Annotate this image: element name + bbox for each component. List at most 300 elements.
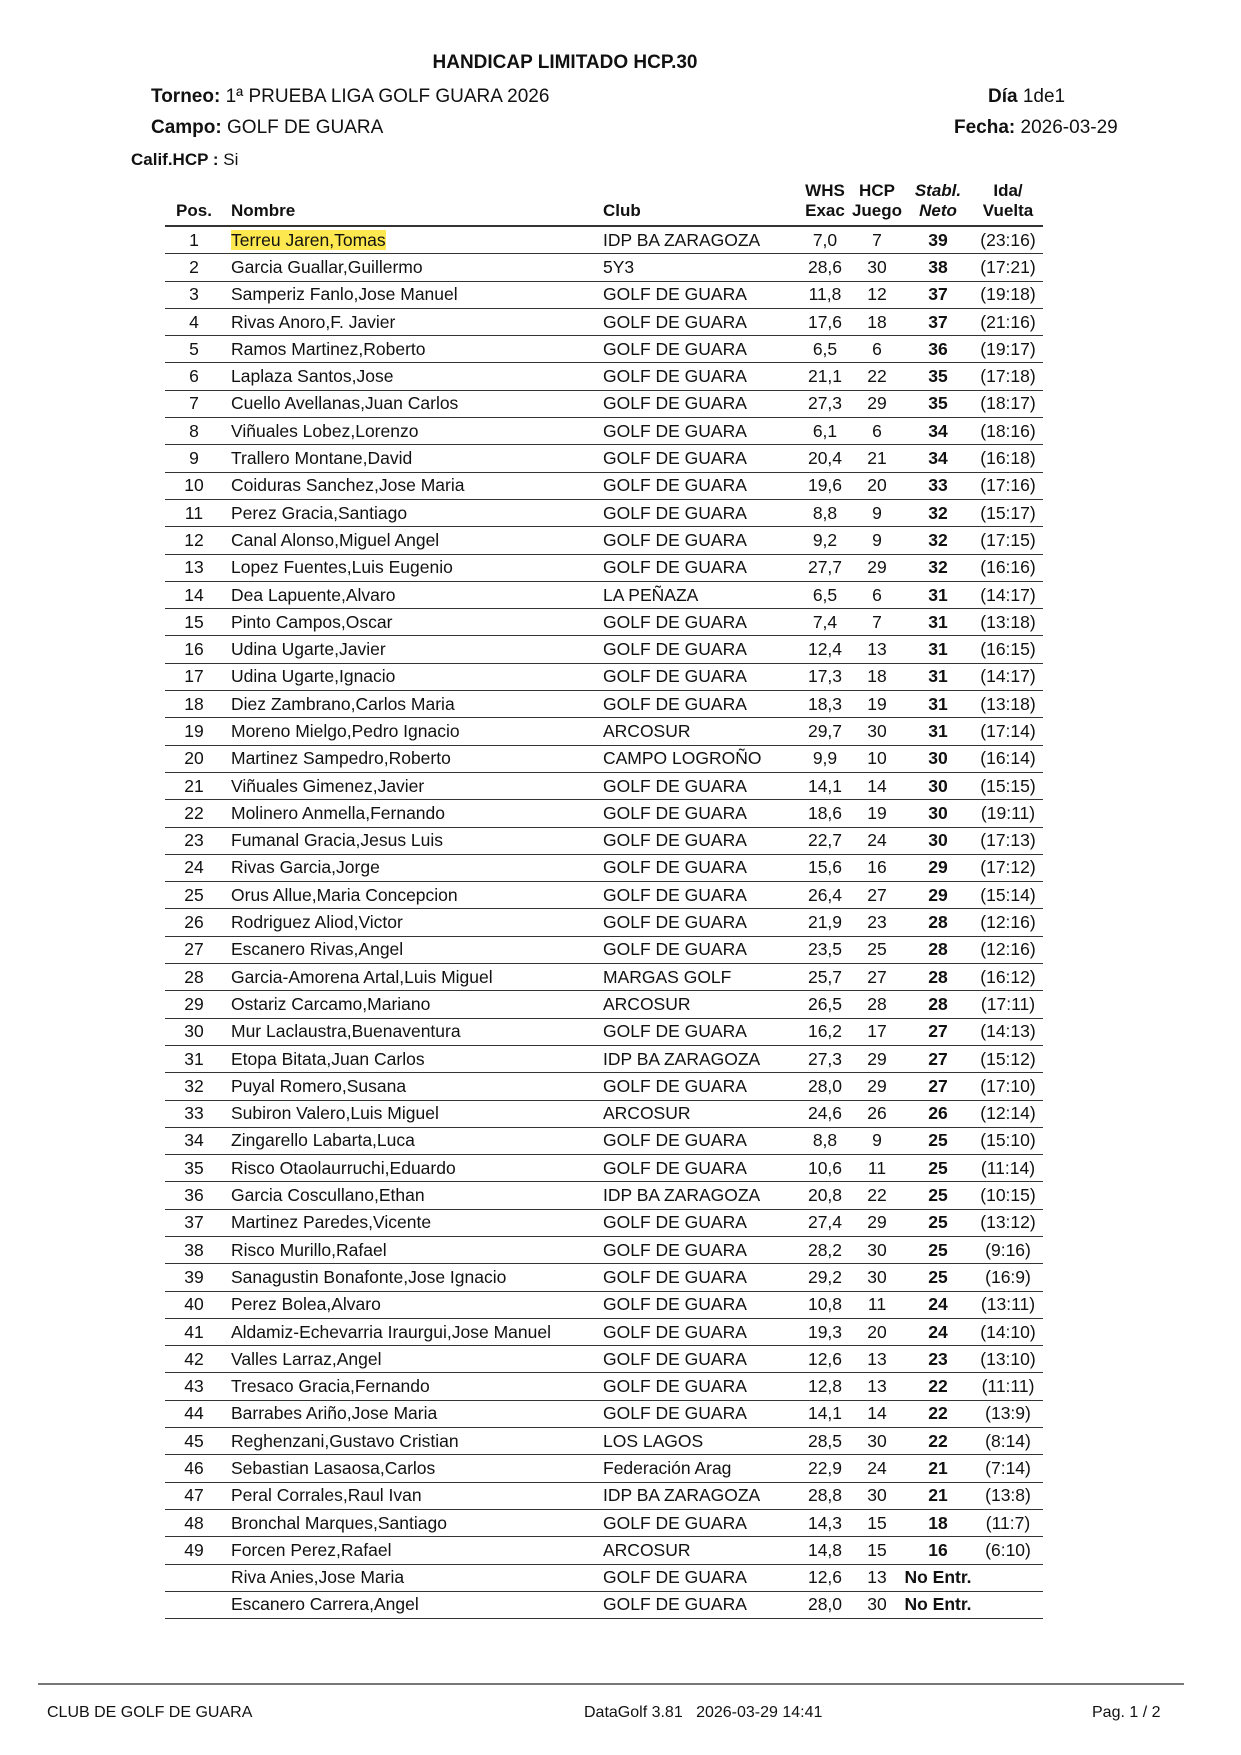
ida-vuelta-cell: (13:8) — [973, 1482, 1043, 1509]
club-cell: GOLF DE GUARA — [603, 418, 799, 445]
hcp-juego-cell: 30 — [851, 254, 903, 281]
player-name-cell: Sanagustin Bonafonte,Jose Ignacio — [223, 1264, 603, 1291]
player-name-cell: Reghenzani,Gustavo Cristian — [223, 1428, 603, 1455]
player-name-cell: Viñuales Lobez,Lorenzo — [223, 418, 603, 445]
ida-vuelta-cell: (17:14) — [973, 718, 1043, 745]
hcp-juego-cell: 9 — [851, 1127, 903, 1154]
ida-vuelta-cell: (12:16) — [973, 936, 1043, 963]
position-cell: 22 — [165, 800, 223, 827]
col-header-stb-line1: Stabl. — [914, 181, 962, 200]
table-row — [165, 1346, 1043, 1373]
stableford-neto-cell: 28 — [903, 964, 973, 991]
stableford-neto-cell: 30 — [903, 800, 973, 827]
whs-exact-cell: 26,4 — [799, 882, 851, 909]
position-cell: 34 — [165, 1127, 223, 1154]
club-cell: GOLF DE GUARA — [603, 472, 799, 499]
stableford-neto-cell: 29 — [903, 854, 973, 881]
table-row — [165, 281, 1043, 308]
stableford-neto-cell: 35 — [903, 363, 973, 390]
hcp-juego-cell: 21 — [851, 445, 903, 472]
fecha-line — [954, 117, 1134, 139]
ida-vuelta-cell: (16:16) — [973, 554, 1043, 581]
stableford-neto-cell: 30 — [903, 827, 973, 854]
table-row — [165, 1155, 1043, 1182]
table-row — [165, 554, 1043, 581]
player-name-cell: Canal Alonso,Miguel Angel — [223, 527, 603, 554]
table-row — [165, 1073, 1043, 1100]
col-header-whs-line1: WHS — [805, 181, 845, 200]
club-cell: GOLF DE GUARA — [603, 1127, 799, 1154]
stableford-neto-cell: 27 — [903, 1018, 973, 1045]
hcp-juego-cell: 13 — [851, 1373, 903, 1400]
ida-vuelta-cell: (16:15) — [973, 636, 1043, 663]
hcp-juego-cell: 13 — [851, 1564, 903, 1591]
footer-club: CLUB DE GOLF DE GUARA — [47, 1704, 253, 1721]
stableford-neto-cell: 37 — [903, 308, 973, 335]
whs-exact-cell: 12,4 — [799, 636, 851, 663]
stableford-neto-cell: 25 — [903, 1236, 973, 1263]
club-cell: GOLF DE GUARA — [603, 936, 799, 963]
hcp-juego-cell: 15 — [851, 1537, 903, 1564]
stableford-neto-cell: 36 — [903, 336, 973, 363]
player-name-cell — [223, 226, 603, 254]
stableford-neto-cell: 29 — [903, 882, 973, 909]
ida-vuelta-cell: (15:15) — [973, 772, 1043, 799]
player-name-cell: Forcen Perez,Rafael — [223, 1537, 603, 1564]
stableford-neto-cell: 33 — [903, 472, 973, 499]
table-row — [165, 1318, 1043, 1345]
whs-exact-cell: 28,8 — [799, 1482, 851, 1509]
hcp-juego-cell: 19 — [851, 691, 903, 718]
table-row — [165, 1509, 1043, 1536]
hcp-juego-cell: 14 — [851, 772, 903, 799]
stableford-neto-cell: 28 — [903, 991, 973, 1018]
stableford-neto-cell: 25 — [903, 1155, 973, 1182]
stableford-neto-cell: 27 — [903, 1045, 973, 1072]
club-cell: GOLF DE GUARA — [603, 663, 799, 690]
club-cell: GOLF DE GUARA — [603, 308, 799, 335]
stableford-neto-cell: 34 — [903, 445, 973, 472]
table-row — [165, 936, 1043, 963]
calif-value: Si — [223, 150, 239, 169]
calif-line — [131, 150, 238, 170]
whs-exact-cell: 12,6 — [799, 1346, 851, 1373]
ida-vuelta-cell: (18:17) — [973, 390, 1043, 417]
stableford-neto-cell: 30 — [903, 745, 973, 772]
ida-vuelta-cell: (14:10) — [973, 1318, 1043, 1345]
hcp-juego-cell: 24 — [851, 1455, 903, 1482]
ida-vuelta-cell: (19:11) — [973, 800, 1043, 827]
player-name-cell: Lopez Fuentes,Luis Eugenio — [223, 554, 603, 581]
club-cell: ARCOSUR — [603, 991, 799, 1018]
stableford-neto-cell: No Entr. — [903, 1564, 973, 1591]
ida-vuelta-cell: (13:12) — [973, 1209, 1043, 1236]
table-row — [165, 964, 1043, 991]
hcp-juego-cell: 26 — [851, 1100, 903, 1127]
hcp-juego-cell: 29 — [851, 1073, 903, 1100]
player-name-cell: Tresaco Gracia,Fernando — [223, 1373, 603, 1400]
ida-vuelta-cell: (17:18) — [973, 363, 1043, 390]
club-cell: GOLF DE GUARA — [603, 1264, 799, 1291]
table-row — [165, 1236, 1043, 1263]
table-row — [165, 226, 1043, 254]
whs-exact-cell: 10,8 — [799, 1291, 851, 1318]
whs-exact-cell: 28,5 — [799, 1428, 851, 1455]
player-name-cell: Escanero Carrera,Angel — [223, 1591, 603, 1618]
position-cell: 28 — [165, 964, 223, 991]
ida-vuelta-cell: (13:18) — [973, 609, 1043, 636]
col-header-hcp-line2: Juego — [851, 201, 903, 220]
table-row — [165, 254, 1043, 281]
stableford-neto-cell: 28 — [903, 909, 973, 936]
position-cell: 44 — [165, 1400, 223, 1427]
hcp-juego-cell: 30 — [851, 1591, 903, 1618]
stableford-neto-cell: 32 — [903, 499, 973, 526]
fecha-value: 2026-03-29 — [1020, 117, 1118, 138]
club-cell: GOLF DE GUARA — [603, 554, 799, 581]
whs-exact-cell: 26,5 — [799, 991, 851, 1018]
hcp-juego-cell: 30 — [851, 1428, 903, 1455]
stableford-neto-cell: 25 — [903, 1182, 973, 1209]
club-cell: GOLF DE GUARA — [603, 363, 799, 390]
table-row — [165, 308, 1043, 335]
whs-exact-cell: 19,3 — [799, 1318, 851, 1345]
position-cell: 25 — [165, 882, 223, 909]
position-cell: 5 — [165, 336, 223, 363]
club-cell: GOLF DE GUARA — [603, 390, 799, 417]
club-cell: GOLF DE GUARA — [603, 445, 799, 472]
ida-vuelta-cell: (11:11) — [973, 1373, 1043, 1400]
stableford-neto-cell: 25 — [903, 1127, 973, 1154]
hcp-juego-cell: 27 — [851, 882, 903, 909]
ida-vuelta-cell: (15:10) — [973, 1127, 1043, 1154]
whs-exact-cell: 29,2 — [799, 1264, 851, 1291]
table-row — [165, 1455, 1043, 1482]
club-cell: GOLF DE GUARA — [603, 827, 799, 854]
ida-vuelta-cell: (17:21) — [973, 254, 1043, 281]
results-table — [165, 181, 1043, 1619]
stableford-neto-cell: 22 — [903, 1428, 973, 1455]
position-cell: 31 — [165, 1045, 223, 1072]
col-header-iv-line1: Ida/ — [993, 181, 1023, 200]
club-cell: GOLF DE GUARA — [603, 1400, 799, 1427]
whs-exact-cell: 27,3 — [799, 1045, 851, 1072]
whs-exact-cell: 22,7 — [799, 827, 851, 854]
whs-exact-cell: 15,6 — [799, 854, 851, 881]
ida-vuelta-cell: (12:16) — [973, 909, 1043, 936]
player-name-cell: Valles Larraz,Angel — [223, 1346, 603, 1373]
hcp-juego-cell: 29 — [851, 1209, 903, 1236]
hcp-juego-cell: 13 — [851, 636, 903, 663]
whs-exact-cell: 25,7 — [799, 964, 851, 991]
hcp-juego-cell: 30 — [851, 1482, 903, 1509]
player-name-cell: Zingarello Labarta,Luca — [223, 1127, 603, 1154]
hcp-juego-cell: 14 — [851, 1400, 903, 1427]
fecha-label: Fecha: — [954, 117, 1016, 138]
footer-software: DataGolf 3.81 2026-03-29 14:41 — [584, 1704, 823, 1721]
club-cell: GOLF DE GUARA — [603, 609, 799, 636]
ida-vuelta-cell: (19:17) — [973, 336, 1043, 363]
ida-vuelta-cell: (17:13) — [973, 827, 1043, 854]
position-cell: 33 — [165, 1100, 223, 1127]
ida-vuelta-cell: (14:17) — [973, 663, 1043, 690]
hcp-juego-cell: 22 — [851, 363, 903, 390]
table-row — [165, 1018, 1043, 1045]
position-cell: 41 — [165, 1318, 223, 1345]
hcp-juego-cell: 18 — [851, 663, 903, 690]
hcp-juego-cell: 11 — [851, 1155, 903, 1182]
stableford-neto-cell: 34 — [903, 418, 973, 445]
stableford-neto-cell: 21 — [903, 1482, 973, 1509]
stableford-neto-cell: 22 — [903, 1373, 973, 1400]
player-name-cell: Rodriguez Aliod,Victor — [223, 909, 603, 936]
player-name-cell: Diez Zambrano,Carlos Maria — [223, 691, 603, 718]
position-cell: 16 — [165, 636, 223, 663]
hcp-juego-cell: 13 — [851, 1346, 903, 1373]
player-name-cell: Trallero Montane,David — [223, 445, 603, 472]
stableford-neto-cell: 24 — [903, 1318, 973, 1345]
player-name-cell: Etopa Bitata,Juan Carlos — [223, 1045, 603, 1072]
table-row — [165, 718, 1043, 745]
table-row — [165, 882, 1043, 909]
position-cell: 29 — [165, 991, 223, 1018]
club-cell: GOLF DE GUARA — [603, 909, 799, 936]
position-cell: 37 — [165, 1209, 223, 1236]
whs-exact-cell: 9,9 — [799, 745, 851, 772]
campo-line — [151, 117, 383, 139]
table-row — [165, 1591, 1043, 1618]
whs-exact-cell: 7,0 — [799, 226, 851, 254]
position-cell: 30 — [165, 1018, 223, 1045]
position-cell: 19 — [165, 718, 223, 745]
position-cell — [165, 1591, 223, 1618]
club-cell: GOLF DE GUARA — [603, 1591, 799, 1618]
position-cell: 42 — [165, 1346, 223, 1373]
player-name-cell: Perez Bolea,Alvaro — [223, 1291, 603, 1318]
whs-exact-cell: 8,8 — [799, 1127, 851, 1154]
hcp-juego-cell: 22 — [851, 1182, 903, 1209]
player-name-cell: Udina Ugarte,Javier — [223, 636, 603, 663]
position-cell: 17 — [165, 663, 223, 690]
table-row — [165, 827, 1043, 854]
hcp-juego-cell: 20 — [851, 1318, 903, 1345]
col-header-iv-line2: Vuelta — [982, 201, 1034, 220]
whs-exact-cell: 20,8 — [799, 1182, 851, 1209]
col-header-whs — [799, 181, 851, 226]
table-row — [165, 1100, 1043, 1127]
hcp-juego-cell: 7 — [851, 226, 903, 254]
results-body — [165, 226, 1043, 1619]
hcp-juego-cell: 6 — [851, 418, 903, 445]
table-row — [165, 1209, 1043, 1236]
player-name-cell: Risco Otaolaurruchi,Eduardo — [223, 1155, 603, 1182]
position-cell: 43 — [165, 1373, 223, 1400]
hcp-juego-cell: 30 — [851, 718, 903, 745]
col-header-hcp-line1: HCP — [859, 181, 895, 200]
whs-exact-cell: 27,7 — [799, 554, 851, 581]
club-cell: GOLF DE GUARA — [603, 527, 799, 554]
ida-vuelta-cell: (7:14) — [973, 1455, 1043, 1482]
hcp-juego-cell: 27 — [851, 964, 903, 991]
hcp-juego-cell: 29 — [851, 390, 903, 417]
position-cell: 9 — [165, 445, 223, 472]
player-name-cell: Risco Murillo,Rafael — [223, 1236, 603, 1263]
table-row — [165, 1373, 1043, 1400]
footer-page: Pag. 1 / 2 — [1092, 1704, 1161, 1721]
stableford-neto-cell: 31 — [903, 636, 973, 663]
col-header-whs-line2: Exac — [805, 201, 845, 220]
ida-vuelta-cell: (15:12) — [973, 1045, 1043, 1072]
player-name-cell: Laplaza Santos,Jose — [223, 363, 603, 390]
table-row — [165, 636, 1043, 663]
ida-vuelta-cell: (17:15) — [973, 527, 1043, 554]
player-name-cell: Moreno Mielgo,Pedro Ignacio — [223, 718, 603, 745]
club-cell: Federación Arag — [603, 1455, 799, 1482]
hcp-juego-cell: 16 — [851, 854, 903, 881]
position-cell: 47 — [165, 1482, 223, 1509]
stableford-neto-cell: 32 — [903, 527, 973, 554]
torneo-line — [151, 86, 549, 108]
stableford-neto-cell: No Entr. — [903, 1591, 973, 1618]
hcp-juego-cell: 12 — [851, 281, 903, 308]
highlighted-name: Terreu Jaren,Tomas — [231, 229, 386, 250]
table-row — [165, 1482, 1043, 1509]
whs-exact-cell: 23,5 — [799, 936, 851, 963]
position-cell: 15 — [165, 609, 223, 636]
whs-exact-cell: 6,1 — [799, 418, 851, 445]
table-row — [165, 1400, 1043, 1427]
club-cell: GOLF DE GUARA — [603, 1318, 799, 1345]
player-name-cell: Orus Allue,Maria Concepcion — [223, 882, 603, 909]
hcp-juego-cell: 24 — [851, 827, 903, 854]
table-row — [165, 445, 1043, 472]
player-name-cell: Viñuales Gimenez,Javier — [223, 772, 603, 799]
whs-exact-cell: 11,8 — [799, 281, 851, 308]
player-name-cell: Garcia Coscullano,Ethan — [223, 1182, 603, 1209]
whs-exact-cell: 10,6 — [799, 1155, 851, 1182]
stableford-neto-cell: 22 — [903, 1400, 973, 1427]
whs-exact-cell: 6,5 — [799, 581, 851, 608]
whs-exact-cell: 28,6 — [799, 254, 851, 281]
position-cell: 20 — [165, 745, 223, 772]
whs-exact-cell: 18,6 — [799, 800, 851, 827]
col-header-stb-line2: Neto — [919, 201, 957, 220]
position-cell: 3 — [165, 281, 223, 308]
position-cell: 8 — [165, 418, 223, 445]
position-cell: 1 — [165, 226, 223, 254]
ida-vuelta-cell: (11:14) — [973, 1155, 1043, 1182]
club-cell: MARGAS GOLF — [603, 964, 799, 991]
position-cell: 32 — [165, 1073, 223, 1100]
col-header-ida-vuelta — [973, 181, 1043, 226]
club-cell: GOLF DE GUARA — [603, 1155, 799, 1182]
ida-vuelta-cell: (16:12) — [973, 964, 1043, 991]
whs-exact-cell: 17,3 — [799, 663, 851, 690]
whs-exact-cell: 27,3 — [799, 390, 851, 417]
club-cell: GOLF DE GUARA — [603, 772, 799, 799]
whs-exact-cell: 18,3 — [799, 691, 851, 718]
club-cell: IDP BA ZARAGOZA — [603, 226, 799, 254]
hcp-juego-cell: 6 — [851, 336, 903, 363]
table-row — [165, 472, 1043, 499]
table-row — [165, 390, 1043, 417]
player-name-cell: Dea Lapuente,Alvaro — [223, 581, 603, 608]
whs-exact-cell: 24,6 — [799, 1100, 851, 1127]
position-cell: 23 — [165, 827, 223, 854]
table-row — [165, 336, 1043, 363]
hcp-juego-cell: 9 — [851, 499, 903, 526]
player-name-cell: Peral Corrales,Raul Ivan — [223, 1482, 603, 1509]
club-cell: GOLF DE GUARA — [603, 636, 799, 663]
ida-vuelta-cell — [973, 1564, 1043, 1591]
hcp-juego-cell: 10 — [851, 745, 903, 772]
whs-exact-cell: 14,3 — [799, 1509, 851, 1536]
club-cell: GOLF DE GUARA — [603, 1018, 799, 1045]
table-row — [165, 581, 1043, 608]
position-cell: 49 — [165, 1537, 223, 1564]
player-name-cell: Escanero Rivas,Angel — [223, 936, 603, 963]
position-cell: 11 — [165, 499, 223, 526]
stableford-neto-cell: 37 — [903, 281, 973, 308]
whs-exact-cell: 14,1 — [799, 772, 851, 799]
document-title: HANDICAP LIMITADO HCP.30 — [432, 52, 698, 73]
position-cell: 7 — [165, 390, 223, 417]
club-cell: GOLF DE GUARA — [603, 854, 799, 881]
hcp-juego-cell: 9 — [851, 527, 903, 554]
whs-exact-cell: 28,0 — [799, 1073, 851, 1100]
position-cell: 36 — [165, 1182, 223, 1209]
stableford-neto-cell: 18 — [903, 1509, 973, 1536]
position-cell: 46 — [165, 1455, 223, 1482]
stableford-neto-cell: 30 — [903, 772, 973, 799]
player-name-cell: Rivas Anoro,F. Javier — [223, 308, 603, 335]
player-name-cell: Perez Gracia,Santiago — [223, 499, 603, 526]
club-cell: CAMPO LOGROÑO — [603, 745, 799, 772]
table-row — [165, 609, 1043, 636]
player-name-cell: Subiron Valero,Luis Miguel — [223, 1100, 603, 1127]
table-row — [165, 745, 1043, 772]
club-cell: IDP BA ZARAGOZA — [603, 1045, 799, 1072]
position-cell: 2 — [165, 254, 223, 281]
club-cell: LOS LAGOS — [603, 1428, 799, 1455]
whs-exact-cell: 12,8 — [799, 1373, 851, 1400]
table-row — [165, 691, 1043, 718]
whs-exact-cell: 28,0 — [799, 1591, 851, 1618]
table-row — [165, 499, 1043, 526]
calif-label: Calif.HCP : — [131, 150, 219, 169]
position-cell: 18 — [165, 691, 223, 718]
position-cell: 38 — [165, 1236, 223, 1263]
position-cell: 35 — [165, 1155, 223, 1182]
table-row — [165, 418, 1043, 445]
table-row — [165, 1127, 1043, 1154]
ida-vuelta-cell: (15:14) — [973, 882, 1043, 909]
player-name-cell: Martinez Sampedro,Roberto — [223, 745, 603, 772]
campo-value: GOLF DE GUARA — [227, 117, 384, 138]
club-cell: GOLF DE GUARA — [603, 336, 799, 363]
ida-vuelta-cell: (8:14) — [973, 1428, 1043, 1455]
position-cell — [165, 1564, 223, 1591]
stableford-neto-cell: 24 — [903, 1291, 973, 1318]
hcp-juego-cell: 18 — [851, 308, 903, 335]
club-cell: ARCOSUR — [603, 1537, 799, 1564]
player-name-cell: Ostariz Carcamo,Mariano — [223, 991, 603, 1018]
player-name-cell: Garcia Guallar,Guillermo — [223, 254, 603, 281]
player-name-cell: Rivas Garcia,Jorge — [223, 854, 603, 881]
whs-exact-cell: 22,9 — [799, 1455, 851, 1482]
club-cell: GOLF DE GUARA — [603, 1509, 799, 1536]
stableford-neto-cell: 31 — [903, 663, 973, 690]
